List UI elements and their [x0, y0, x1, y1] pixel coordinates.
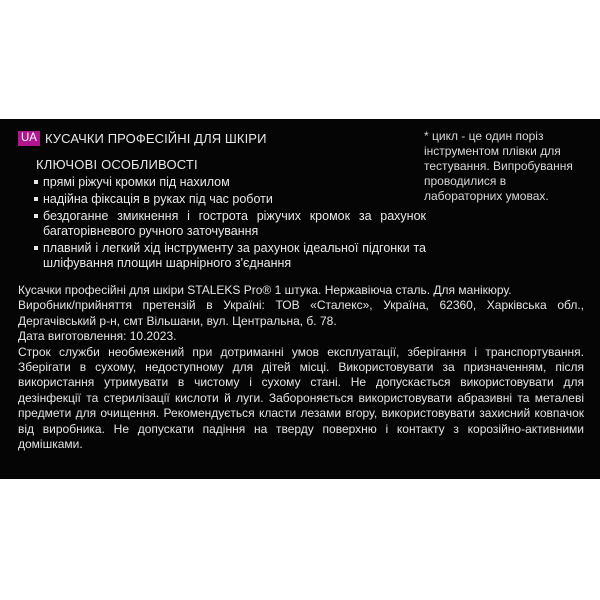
product-title-line: [18, 131, 267, 146]
feature-item: надійна фіксація в руках під час роботи: [34, 192, 426, 207]
feature-item: бездоганне змикнення і гострота ріжучих кромок за рахунок багаторівневого ручного заточування: [34, 209, 426, 239]
manufacturer-info: Виробник/прийняття претензій в Україні: ТОВ «Сталекс», Україна, 62360, Харківська обл., Дергачівський р-н, смт Вільшани, вул. Центральна, б. 78.: [18, 298, 584, 328]
features-heading: КЛЮЧОВІ ОСОБЛИВОСТІ: [36, 157, 198, 172]
feature-item: прямі ріжучі кромки під нахилом: [34, 175, 426, 190]
cycle-note: * цикл - це один поріз інструментом плівки для тестування. Випробування проводилися в лабораторних умовах.: [424, 129, 573, 203]
usage-instructions: Строк служби необмежений при дотриманні умов експлуатації, зберігання і транспортування. Зберігати в сухому, недоступному для дітей місці. Використовувати за призначенням, після використання утримувати в чистому і сухому стані. Не допускається використовувати для дезінфекції та стерилізації кислоти й луги. Забороняється використовувати абразивні та металеві предмети для очищення. Рекомендується класти лезами вгору, використовувати захисний ковпачок від виробника. Не допускати падіння на тверду поверхню і контакту з корозійно-активними домішками.: [18, 344, 584, 452]
feature-item: плавний і легкий хід інструменту за рахунок ідеальної підгонки та шліфування площин шарнірного з'єднання: [34, 241, 426, 271]
features-list: [34, 175, 426, 273]
label-body-text: [18, 283, 584, 452]
product-label: [0, 119, 600, 479]
product-title: КУСАЧКИ ПРОФЕСІЙНІ ДЛЯ ШКІРИ: [44, 131, 267, 146]
language-badge: UA: [18, 131, 40, 146]
manufacture-date: Дата виготовлення: 10.2023.: [18, 329, 177, 344]
product-description: Кусачки професійні для шкіри STALEKS Pro® 1 штука. Нержавіюча сталь. Для манікюру.: [18, 283, 512, 297]
